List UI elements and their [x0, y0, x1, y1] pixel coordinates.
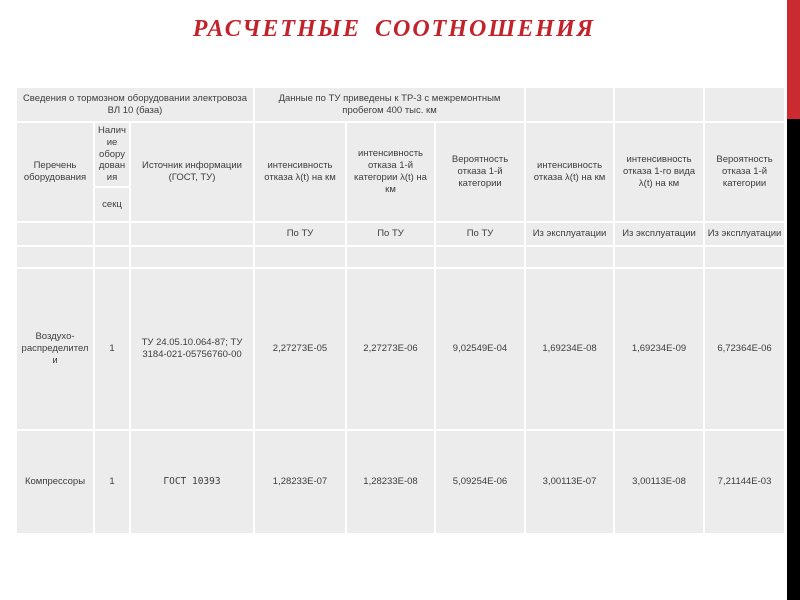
col-header-equipment-list: Перечень оборудования: [17, 123, 93, 221]
col-header-sections-unit: секц: [95, 188, 129, 221]
equipment-name-cell: Компрессоры: [17, 431, 93, 533]
value-cell: 9,02549E-04: [436, 269, 524, 429]
origin-empty-cell: [131, 223, 253, 245]
col-header-metric-3: Вероятность отказа 1-й категории: [436, 123, 524, 221]
spacer-cell: [615, 247, 703, 267]
origin-row: [17, 223, 784, 245]
spacer-cell: [17, 247, 93, 267]
spacer-cell: [95, 247, 129, 267]
col-header-info-source: Источник информации (ГОСТ, ТУ): [131, 123, 253, 221]
origin-header-exploitation-2: Из эксплуатации: [615, 223, 703, 245]
spacer-cell: [255, 247, 345, 267]
value-cell: 1,28233E-08: [347, 431, 434, 533]
header-empty-cell: [615, 88, 703, 121]
origin-empty-cell: [17, 223, 93, 245]
value-cell: 7,21144E-03: [705, 431, 784, 533]
spacer-cell: [131, 247, 253, 267]
col-header-metric-4: интенсивность отказа λ(t) на км: [526, 123, 613, 221]
header-group-row: [17, 88, 784, 121]
equipment-name-cell: Воздухо-распределители: [17, 269, 93, 429]
header-empty-cell: [705, 88, 784, 121]
spacer-cell: [436, 247, 524, 267]
col-header-metric-6: Вероятность отказа 1-й категории: [705, 123, 784, 221]
origin-header-tu-2: По ТУ: [347, 223, 434, 245]
source-cell: ГОСТ 10393: [131, 431, 253, 533]
column-header-row: [17, 123, 784, 186]
spacer-row: [17, 247, 784, 267]
slide-title: РАСЧЕТНЫЕ СООТНОШЕНИЯ: [192, 16, 596, 42]
table-row: [17, 431, 784, 533]
origin-empty-cell: [95, 223, 129, 245]
header-info-group: Сведения о тормозном оборудовании электровоза ВЛ 10 (база): [17, 88, 253, 121]
spacer-cell: [347, 247, 434, 267]
col-header-metric-2: интенсивность отказа 1-й категории λ(t) на км: [347, 123, 434, 221]
value-cell: 3,00113E-07: [526, 431, 613, 533]
header-tu-group: Данные по ТУ приведены к ТР-3 с межремонтным пробегом 400 тыс. км: [255, 88, 524, 121]
origin-header-exploitation-1: Из эксплуатации: [526, 223, 613, 245]
calculation-table: [15, 86, 786, 535]
value-cell: 2,27273E-05: [255, 269, 345, 429]
accent-bar-black: [787, 119, 800, 600]
value-cell: 6,72364E-06: [705, 269, 784, 429]
origin-header-tu-3: По ТУ: [436, 223, 524, 245]
value-cell: 3,00113E-08: [615, 431, 703, 533]
value-cell: 1,69234E-08: [526, 269, 613, 429]
accent-bar-red: [787, 0, 800, 119]
value-cell: 1,69234E-09: [615, 269, 703, 429]
spacer-cell: [526, 247, 613, 267]
table-row: [17, 269, 784, 429]
value-cell: 1,28233E-07: [255, 431, 345, 533]
header-empty-cell: [526, 88, 613, 121]
col-header-metric-1: интенсивность отказа λ(t) на км: [255, 123, 345, 221]
value-cell: 5,09254E-06: [436, 431, 524, 533]
quantity-cell: 1: [95, 431, 129, 533]
col-header-equipment-availability: Наличие оборудования: [95, 123, 129, 186]
spacer-cell: [705, 247, 784, 267]
origin-header-tu-1: По ТУ: [255, 223, 345, 245]
col-header-metric-5: интенсивность отказа 1-го вида λ(t) на км: [615, 123, 703, 221]
origin-header-exploitation-3: Из эксплуатации: [705, 223, 784, 245]
quantity-cell: 1: [95, 269, 129, 429]
value-cell: 2,27273E-06: [347, 269, 434, 429]
source-cell: ТУ 24.05.10.064-87; ТУ 3184-021-05756760-00: [131, 269, 253, 429]
